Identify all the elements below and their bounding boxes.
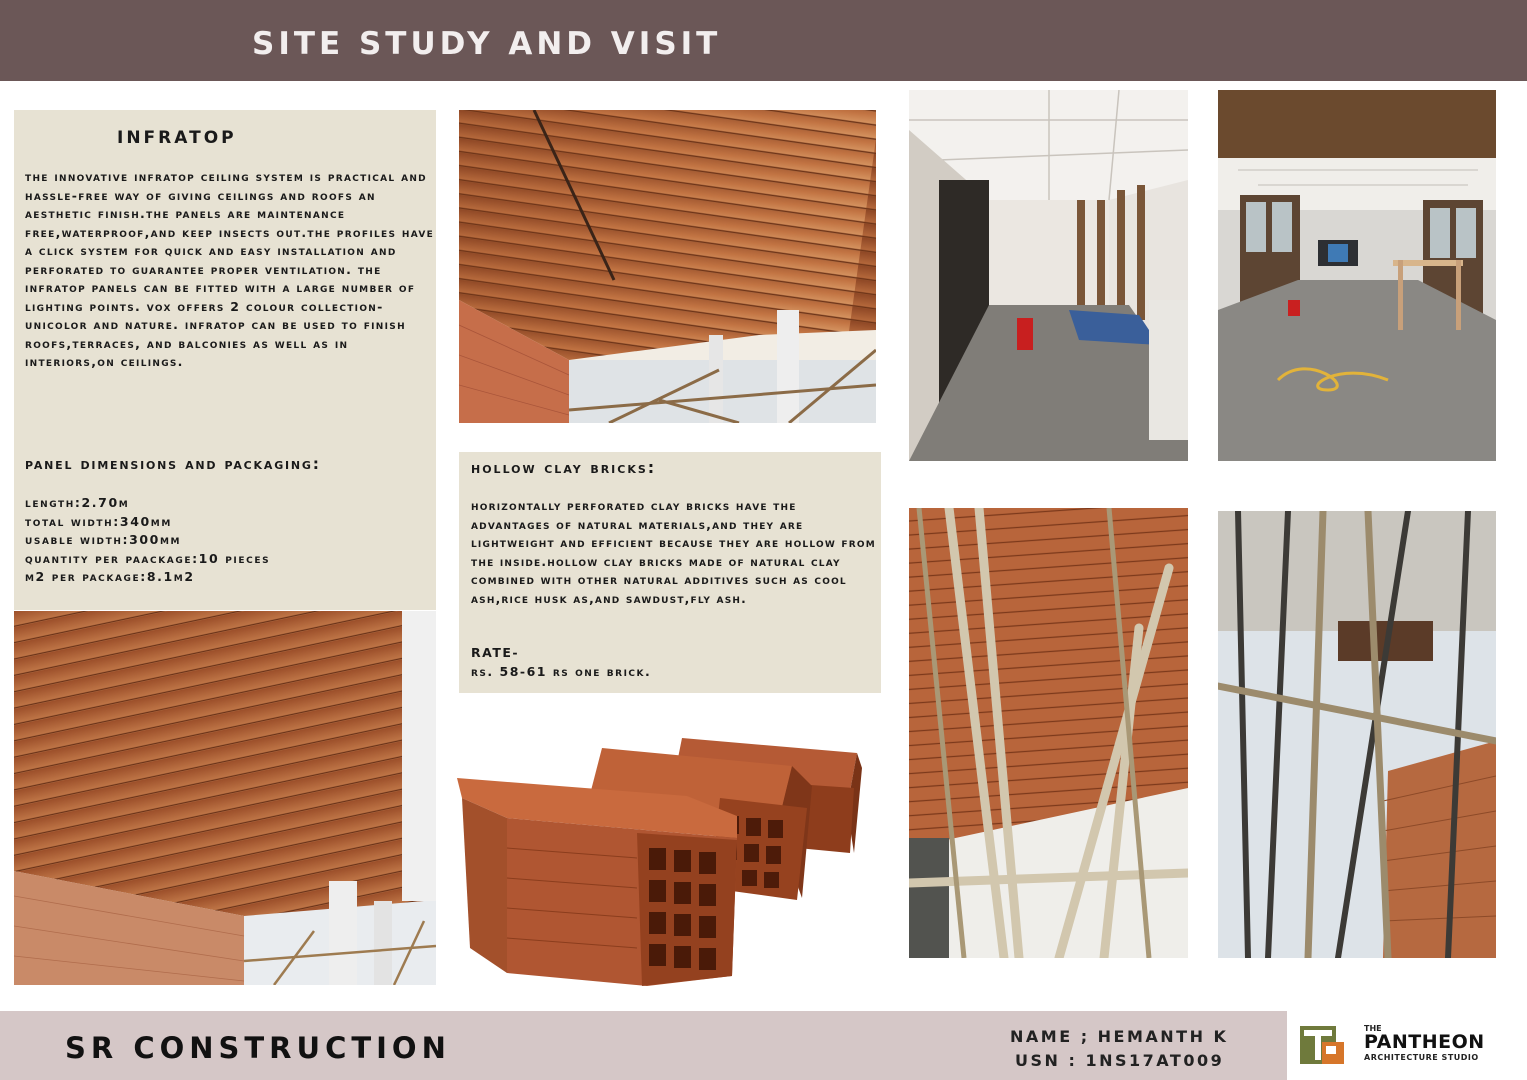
logo-subtitle: ARCHITECTURE STUDIO [1364, 1053, 1479, 1062]
infratop-title: INFRATOP [117, 128, 237, 148]
infratop-description: the innovative infratop ceiling system is practical and hassle-free way of giving ceilings and roofs an aesthetic finish.the panels are maintenance free,waterproof,and keep insects out.the profiles have a click system for quick and easy installation and perforated to guarantee proper ventilation. the infratop panels can be fitted with a large number of lighting points. vox offers 2 colour collection-unicolor and nature. infratop can be used to finish roofs,terraces, and balconies as well as in interiors,on ceilings. [25, 169, 435, 369]
page-footer [0, 1011, 1287, 1080]
dimension-area: m2 per package:8.1m2 [25, 569, 195, 584]
dimension-usable-width: usable width:300mm [25, 532, 182, 547]
site-interior-photo-2 [1218, 90, 1496, 461]
infratop-underside-photo [14, 611, 436, 985]
infratop-ceiling-photo [459, 110, 876, 423]
dimension-quantity: quantity per paackage:10 pieces [25, 550, 271, 566]
pantheon-logo-mark-icon [1300, 1026, 1354, 1064]
page-header [0, 0, 1527, 81]
hollow-bricks-panel [459, 452, 881, 693]
logo-the: THE [1364, 1024, 1382, 1033]
rate-label: RATE- [471, 645, 520, 660]
panel-dimensions-list [25, 494, 270, 587]
footer-project-title: SR CONSTRUCTION [65, 1031, 451, 1065]
scaffolding-ceiling-photo-2 [1218, 511, 1496, 958]
pantheon-logo [1287, 1011, 1527, 1080]
logo-name: PANTHEON [1364, 1031, 1485, 1053]
rate-value: rs. 58-61 rs one brick. [471, 664, 652, 679]
hollow-bricks-title: hollow clay bricks: [471, 458, 657, 477]
hollow-bricks-description: horizontally perforated clay bricks have the advantages of natural materials,and they are lightweight and efficient because they are hollow from the inside.hollow clay bricks made of natural clay combined with other natural additives such as cool ash,rice husk as,and sawdust,fly ash. [471, 499, 876, 606]
dimension-total-width: total width:340mm [25, 513, 172, 529]
hollow-clay-bricks-image [452, 728, 864, 990]
site-interior-photo-1 [909, 90, 1188, 461]
student-name: NAME ; HEMANTH K [1010, 1027, 1229, 1046]
infratop-panel [14, 110, 436, 610]
panel-dimensions-title: panel dimensions and packaging: [25, 455, 321, 473]
scaffolding-ceiling-photo-1 [909, 508, 1188, 958]
student-usn: USN : 1NS17AT009 [1015, 1051, 1225, 1070]
page-title: SITE STUDY AND VISIT [252, 26, 722, 62]
dimension-length: length:2.70m [25, 495, 130, 510]
